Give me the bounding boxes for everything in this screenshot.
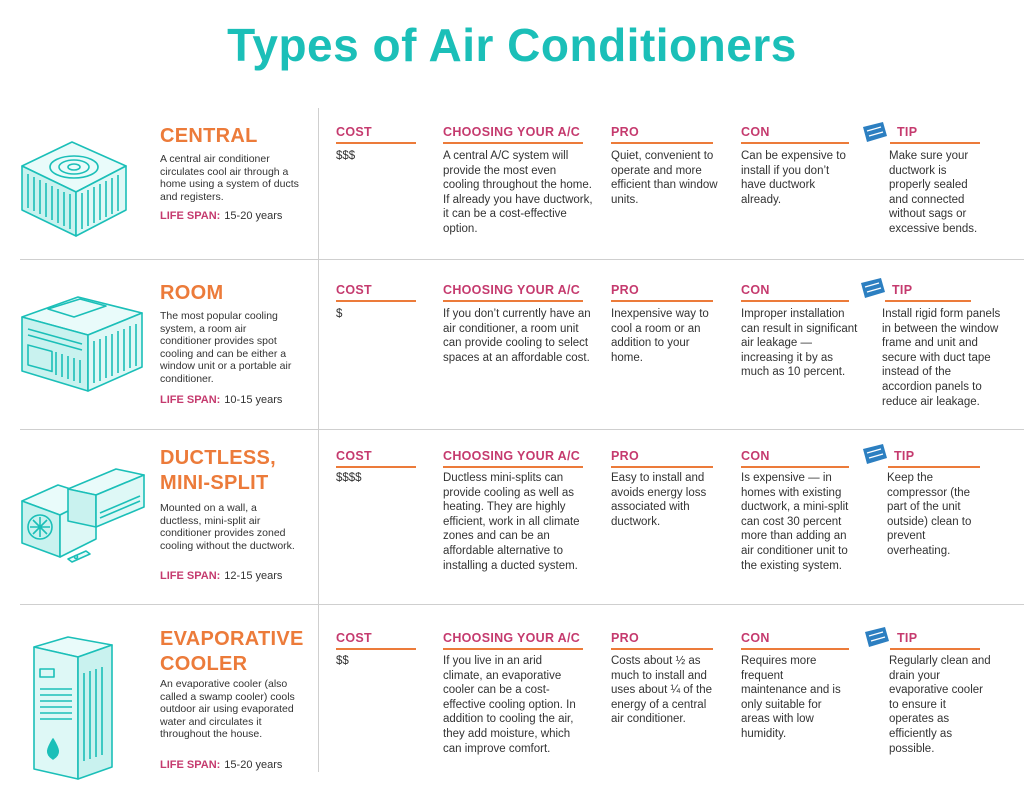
life-span [160, 759, 282, 771]
con-header: CON [741, 449, 770, 463]
pro-header: PRO [611, 631, 639, 645]
type-description: An evaporative cooler (also called a swamp cooler) cools outdoor air using evaporated water and circulates it throughout the house. [160, 678, 295, 740]
life-span-label: LIFE SPAN: [160, 210, 221, 222]
header-underline [890, 142, 980, 144]
con-header: CON [741, 283, 770, 297]
energy-saver-badge [860, 278, 886, 300]
energy-saver-badge [862, 444, 888, 466]
type-description: The most popular cooling system, a room air conditioner provides spot cooling and can be either a window unit or a portable air conditioner. [160, 310, 292, 385]
cost-header: COST [336, 283, 372, 297]
row-divider [20, 429, 1024, 430]
header-underline [443, 300, 583, 302]
type-name-line: MINI-SPLIT [160, 472, 269, 494]
pro-header: PRO [611, 449, 639, 463]
choosing-header: CHOOSING YOUR A/C [443, 449, 581, 463]
pro-header: PRO [611, 125, 639, 139]
cost-value: $$$$ [336, 472, 362, 484]
choosing-text: If you don’t currently have an air conditioner, a room unit can provide cooling to select spaces at an affordable cost. [443, 308, 591, 364]
tip-text: Keep the compressor (the part of the unit outside) clean to prevent overheating. [887, 472, 972, 557]
life-span [160, 394, 282, 406]
mini-split-ac-icon [18, 461, 148, 573]
page-title: Types of Air Conditioners [227, 19, 797, 71]
life-span-label: LIFE SPAN: [160, 394, 221, 406]
life-span [160, 570, 282, 582]
type-name-line: COOLER [160, 653, 248, 675]
type-name [160, 124, 258, 149]
header-underline [443, 142, 583, 144]
con-text: Requires more frequent maintenance and is only suitable for areas with low humidity. [741, 655, 841, 740]
type-name-line: EVAPORATIVE [160, 628, 304, 650]
central-ac-unit-icon [18, 130, 130, 240]
pro-header: PRO [611, 283, 639, 297]
type-name [160, 446, 276, 496]
pro-text: Inexpensive way to cool a room or an addition to your home. [611, 308, 709, 364]
row-divider [20, 259, 1024, 260]
header-underline [336, 466, 416, 468]
life-span-value: 12-15 years [224, 570, 283, 582]
con-header: CON [741, 631, 770, 645]
row-divider [20, 604, 1024, 605]
con-text: Can be expensive to install if you don’t have ductwork already. [741, 150, 846, 206]
tip-text: Regularly clean and drain your evaporative cooler to ensure it operates as efficiently as possible. [889, 655, 991, 755]
pro-text: Quiet, convenient to operate and more efficient than window units. [611, 150, 718, 206]
life-span-value: 10-15 years [224, 394, 283, 406]
pro-text: Costs about ½ as much to install and uses about ¼ of the energy of a central air conditioner. [611, 655, 713, 726]
choosing-text: If you live in an arid climate, an evaporative cooler can be a cost-effective cooling option. In addition to cooling the air, they add moisture, which can improve comfort. [443, 655, 576, 755]
life-span-label: LIFE SPAN: [160, 759, 221, 771]
life-span-label: LIFE SPAN: [160, 570, 221, 582]
header-underline [888, 466, 980, 468]
cost-value: $$ [336, 655, 349, 667]
header-underline [443, 466, 583, 468]
header-underline [741, 466, 849, 468]
header-underline [611, 300, 713, 302]
cost-header: COST [336, 125, 372, 139]
life-span [160, 210, 282, 222]
cost-value: $$$ [336, 150, 356, 162]
header-underline [611, 466, 713, 468]
tip-header: TIP [897, 125, 918, 139]
life-span-value: 15-20 years [224, 759, 283, 771]
header-underline [336, 142, 416, 144]
header-underline [611, 648, 713, 650]
header-underline [336, 648, 416, 650]
evaporative-cooler-icon [28, 633, 118, 783]
con-text: Is expensive — in homes with existing ductwork, a mini-split can cost 30 percent more than adding an air conditioner unit to the existing system. [741, 472, 849, 572]
header-underline [336, 300, 416, 302]
type-name [160, 627, 304, 677]
type-description: Mounted on a wall, a ductless, mini-split air conditioner provides zoned cooling without the ductwork. [160, 502, 295, 552]
choosing-header: CHOOSING YOUR A/C [443, 125, 581, 139]
tip-header: TIP [892, 283, 913, 297]
tip-text: Install rigid form panels in between the window frame and unit and secure with duct tape instead of the accordion panels to reduce air leakage. [882, 308, 1001, 408]
tip-header: TIP [897, 631, 918, 645]
tip-header: TIP [894, 449, 915, 463]
con-text: Improper installation can result in significant air leakage — increasing it by as much as 10 percent. [741, 308, 858, 379]
tip-text: Make sure your ductwork is properly sealed and connected without sags or excessive bends. [889, 150, 978, 235]
header-underline [443, 648, 583, 650]
choosing-header: CHOOSING YOUR A/C [443, 631, 581, 645]
type-name-line: CENTRAL [160, 125, 258, 147]
energy-saver-badge [862, 122, 888, 144]
type-name [160, 281, 223, 306]
choosing-text: A central A/C system will provide the most even cooling throughout the home. If already you have ductwork, it can be a cost-effective option. [443, 150, 593, 235]
con-header: CON [741, 125, 770, 139]
type-name-line: ROOM [160, 282, 224, 304]
life-span-value: 15-20 years [224, 210, 283, 222]
column-divider [318, 108, 319, 772]
header-underline [741, 648, 849, 650]
header-underline [890, 648, 980, 650]
type-name-line: DUCTLESS, [160, 447, 277, 469]
choosing-header: CHOOSING YOUR A/C [443, 283, 581, 297]
pro-text: Easy to install and avoids energy loss associated with ductwork. [611, 472, 707, 528]
header-underline [741, 142, 849, 144]
energy-saver-badge [864, 627, 890, 649]
cost-header: COST [336, 631, 372, 645]
cost-value: $ [336, 308, 343, 320]
choosing-text: Ductless mini-splits can provide cooling as well as heating. They are highly efficient, work in all climate zones and can be an affordable alternative to installing a ducted system. [443, 472, 580, 572]
header-underline [611, 142, 713, 144]
header-underline [885, 300, 971, 302]
header-underline [741, 300, 849, 302]
type-description: A central air conditioner circulates cool air through a home using a system of ducts and registers. [160, 153, 299, 203]
window-ac-unit-icon [18, 289, 146, 395]
cost-header: COST [336, 449, 372, 463]
